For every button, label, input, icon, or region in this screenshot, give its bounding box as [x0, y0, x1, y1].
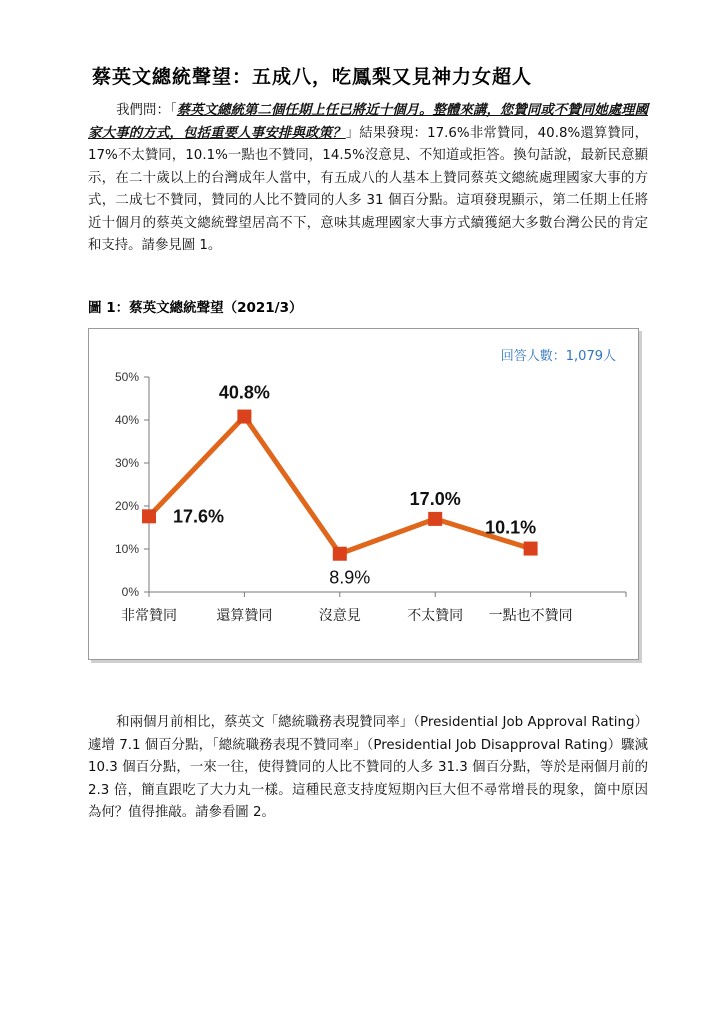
survey-question: 蔡英文總統第二個任期上任已將近十個月。整體來講，您贊同或不贊同她處理國家大事的方式，包括重要人事安排與政策？: [88, 103, 648, 141]
data-point-marker: [428, 512, 442, 526]
figure-caption: 圖 1：蔡英文總統聲望（2021/3）: [88, 300, 303, 316]
y-tick-label: 50%: [114, 370, 139, 384]
data-point-marker: [142, 509, 156, 523]
x-category-label: 沒意見: [318, 608, 361, 624]
data-point-marker: [237, 410, 251, 424]
article-heading: 蔡英文總統聲望：五成八，吃鳳梨又見神力女超人: [92, 66, 533, 88]
data-label: 8.9%: [329, 567, 371, 588]
x-category-label: 非常贊同: [121, 608, 177, 624]
y-tick-label: 10%: [114, 542, 139, 556]
data-label: 17.0%: [409, 488, 461, 509]
y-tick-label: 0%: [121, 585, 139, 599]
comparison-paragraph: [88, 712, 648, 825]
data-point-marker: [524, 542, 538, 556]
intro-findings: 」結果發現：17.6%非常贊同，40.8%還算贊同，17%不太贊同，10.1%一點也不贊同，14.5%沒意見、不知道或拒答。換句話說，最新民意顯示，在二十歲以上的台灣成年人當中，有五成八的人基本上贊同蔡英文總統處理國家大事的方式，二成七不贊同，贊同的人比不贊同的人多 31 個百分點。這項發現顯示，第二任期上任將近十個月的蔡英文總統聲望居高不下，意味其處理國家大事方式續獲絕大多數台灣公民的肯定和支持。請參見圖 1。: [88, 125, 649, 253]
data-label: 10.1%: [485, 517, 537, 538]
x-category-label: 不太贊同: [407, 608, 464, 624]
x-category-label: 還算贊同: [216, 608, 273, 624]
chart-container: [88, 328, 639, 660]
series-line: [149, 417, 531, 554]
data-label: 40.8%: [218, 382, 270, 403]
x-category-label: 一點也不贊同: [488, 608, 573, 624]
intro-lead: 我們問：「: [116, 103, 177, 118]
data-point-marker: [333, 547, 347, 561]
y-tick-label: 40%: [114, 413, 139, 427]
comparison-text: 和兩個月前相比，蔡英文「總統職務表現贊同率」（Presidential Job Approval Rating）遽增 7.1 個百分點，「總統職務表現不贊同率」（Presidential Job Disapproval Rating）驟減 10.3 個百分點，一來一往，使得贊同的人比不贊同的人多 31.3 個百分點，等於是兩個月前的 2.3 倍，簡直跟吃了大力丸一樣。這種民意支持度短期內巨大但不尋常增長的現象，箇中原因為何？值得推敲。請參看圖 2。: [88, 715, 648, 820]
approval-line-chart: [89, 329, 638, 659]
intro-paragraph: [88, 100, 648, 258]
y-tick-label: 30%: [114, 456, 139, 470]
y-tick-label: 20%: [114, 499, 139, 513]
data-label: 17.6%: [173, 506, 225, 527]
respondent-count: 回答人數：1,079人: [500, 349, 616, 364]
